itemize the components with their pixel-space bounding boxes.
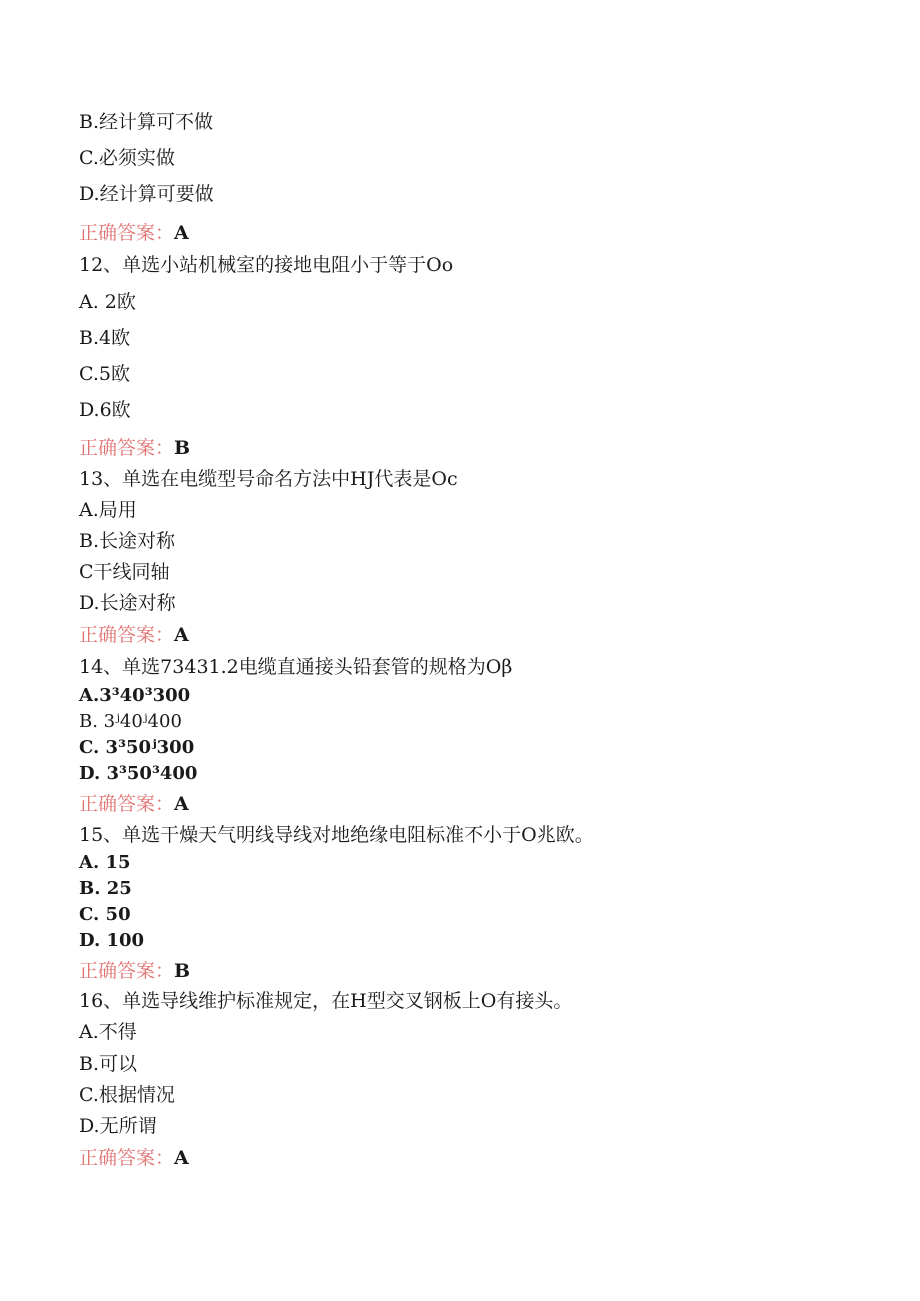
q12-question: 12、单选小站机械室的接地电阻小于等于Oo [79,254,454,276]
q16-option-d: D.无所谓 [79,1115,157,1137]
q12-option-d: D.6欧 [79,399,131,421]
q12-answer [79,436,190,460]
q14-question: 14、单选73431.2电缆直通接头铅套管的规格为Oβ [79,656,513,678]
answer-label: 正确答案： [79,437,175,459]
q13-option-a: A.局用 [79,499,137,521]
q14-option-d: D. 3³50³400 [79,763,198,784]
q12-option-a: A. 2欧 [79,291,136,313]
q15-option-b: B. 25 [79,878,132,899]
q16-option-b: B.可以 [79,1053,138,1075]
answer-label: 正确答案： [79,960,175,982]
answer-value: A [174,222,189,244]
q13-question: 13、单选在电缆型号命名方法中HJ代表是Oc [79,468,458,490]
q16-question: 16、单选导线维护标准规定，在H型交叉钢板上O有接头。 [79,990,573,1012]
q16-option-c: C.根据情况 [79,1084,175,1106]
q15-question: 15、单选干燥天气明线导线对地绝缘电阻标准不小于O兆欧。 [79,824,594,846]
answer-value: B [174,437,191,459]
q14-option-b: B. 3ʲ40ʲ400 [79,711,182,732]
q15-answer [79,959,190,983]
q15-option-a: A. 15 [79,852,131,873]
answer-value: A [174,793,189,815]
q13-option-c: C干线同轴 [79,561,170,583]
answer-label: 正确答案： [79,624,175,646]
q13-answer [79,623,189,647]
q14-option-a: A.3³40³300 [79,685,191,706]
answer-value: A [174,1147,189,1169]
q12-option-c: C.5欧 [79,363,130,385]
q13-option-b: B.长途对称 [79,530,176,552]
answer-value: B [174,960,191,982]
q16-answer [79,1146,189,1170]
answer-label: 正确答案： [79,793,175,815]
answer-label: 正确答案： [79,1147,175,1169]
q13-option-d: D.长途对称 [79,592,176,614]
q11-option-b: B.经计算可不做 [79,111,214,133]
answer-label: 正确答案： [79,222,175,244]
q16-option-a: A.不得 [79,1021,137,1043]
q14-answer [79,792,189,816]
q12-option-b: B.4欧 [79,327,131,349]
q14-option-c: C. 3³50ʲ300 [79,737,195,758]
q11-answer [79,221,189,245]
answer-value: A [174,624,189,646]
q11-option-c: C.必须实做 [79,147,175,169]
q15-option-d: D. 100 [79,930,145,951]
q11-option-d: D.经计算可要做 [79,183,214,205]
q15-option-c: C. 50 [79,904,131,925]
